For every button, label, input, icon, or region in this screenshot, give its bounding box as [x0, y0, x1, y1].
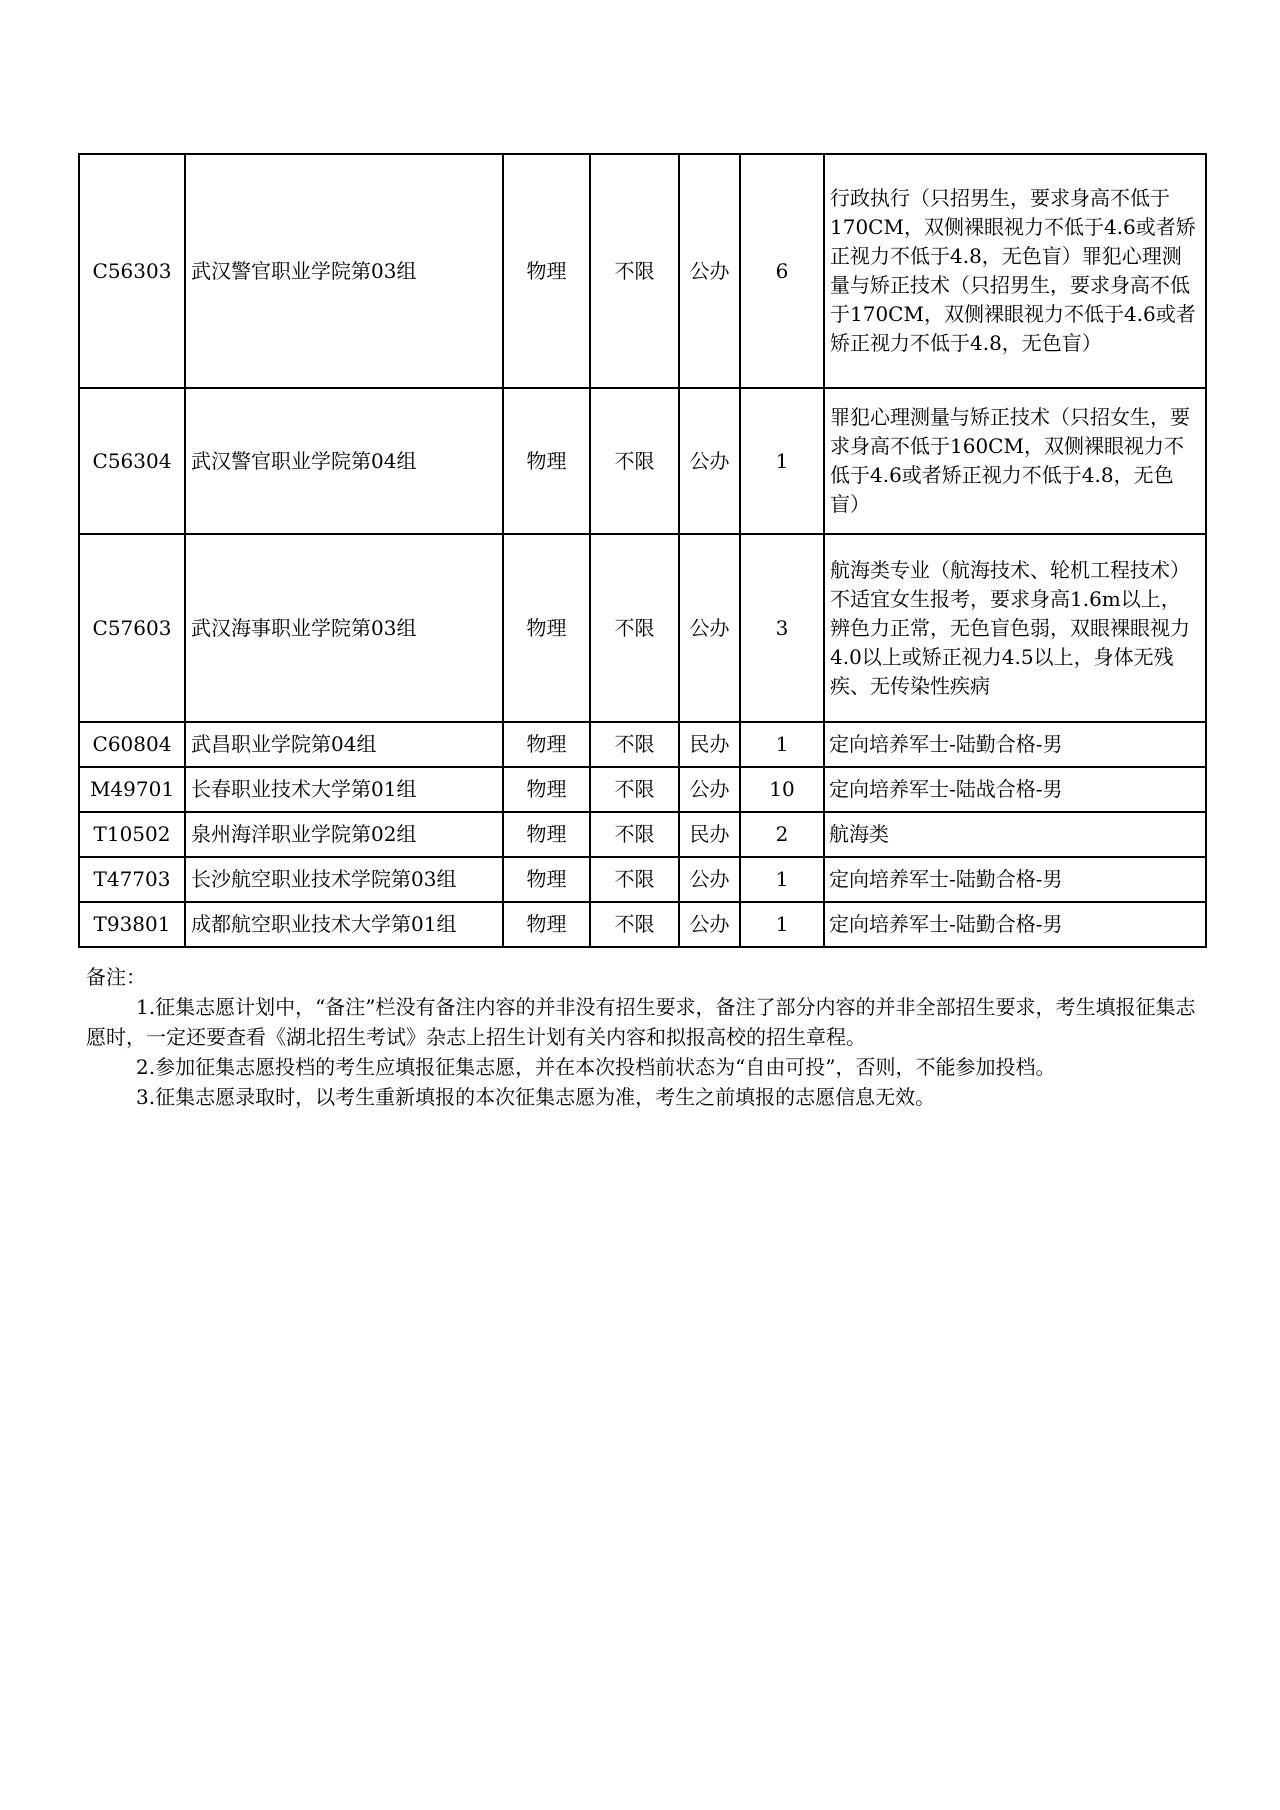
- school-type-cell: 民办: [679, 722, 740, 767]
- school-group-cell: 泉州海洋职业学院第02组: [185, 812, 503, 857]
- table-row: [79, 154, 1206, 388]
- school-group-cell: 长春职业技术大学第01组: [185, 767, 503, 812]
- school-type-cell: 公办: [679, 902, 740, 947]
- school-group-cell: 长沙航空职业技术学院第03组: [185, 857, 503, 902]
- table-row: [79, 722, 1206, 767]
- subject-cell: 物理: [503, 902, 590, 947]
- school-type-cell: 民办: [679, 812, 740, 857]
- school-group-cell: 武汉警官职业学院第04组: [185, 388, 503, 534]
- school-group-cell: 成都航空职业技术大学第01组: [185, 902, 503, 947]
- requirement-cell: 不限: [590, 812, 679, 857]
- requirement-cell: 不限: [590, 388, 679, 534]
- requirement-cell: 不限: [590, 534, 679, 722]
- subject-cell: 物理: [503, 857, 590, 902]
- school-group-cell: 武汉海事职业学院第03组: [185, 534, 503, 722]
- group-code-cell: C57603: [79, 534, 185, 722]
- plan-count-cell: 1: [740, 857, 824, 902]
- requirement-cell: 不限: [590, 767, 679, 812]
- remarks-heading: 备注：: [86, 965, 146, 989]
- plan-count-cell: 1: [740, 722, 824, 767]
- table-row: [79, 388, 1206, 534]
- remark-cell: 行政执行（只招男生，要求身高不低于170CM，双侧裸眼视力不低于4.6或者矫正视力不低于4.8，无色盲）罪犯心理测量与矫正技术（只招男生，要求身高不低于170CM，双侧裸眼视力不低于4.6或者矫正视力不低于4.8，无色盲）: [824, 154, 1206, 388]
- subject-cell: 物理: [503, 722, 590, 767]
- subject-cell: 物理: [503, 534, 590, 722]
- remark-cell: 定向培养军士-陆勤合格-男: [824, 902, 1206, 947]
- table-row: [79, 767, 1206, 812]
- subject-cell: 物理: [503, 767, 590, 812]
- remark-item: 2.参加征集志愿投档的考生应填报征集志愿，并在本次投档前状态为“自由可投”，否则，不能参加投档。: [136, 1055, 1056, 1079]
- remark-cell: 航海类专业（航海技术、轮机工程技术）不适宜女生报考，要求身高1.6m以上，辨色力正常，无色盲色弱，双眼裸眼视力4.0以上或矫正视力4.5以上，身体无残疾、无传染性疾病: [824, 534, 1206, 722]
- group-code-cell: T10502: [79, 812, 185, 857]
- table-row: [79, 534, 1206, 722]
- admission-plan-table: [78, 153, 1207, 948]
- subject-cell: 物理: [503, 154, 590, 388]
- school-type-cell: 公办: [679, 534, 740, 722]
- remark-cell: 航海类: [824, 812, 1206, 857]
- group-code-cell: T93801: [79, 902, 185, 947]
- school-group-cell: 武汉警官职业学院第03组: [185, 154, 503, 388]
- subject-cell: 物理: [503, 812, 590, 857]
- group-code-cell: C56304: [79, 388, 185, 534]
- school-type-cell: 公办: [679, 388, 740, 534]
- remark-cell: 定向培养军士-陆勤合格-男: [824, 857, 1206, 902]
- group-code-cell: C60804: [79, 722, 185, 767]
- group-code-cell: M49701: [79, 767, 185, 812]
- table-row: [79, 812, 1206, 857]
- remark-cell: 定向培养军士-陆战合格-男: [824, 767, 1206, 812]
- school-group-cell: 武昌职业学院第04组: [185, 722, 503, 767]
- plan-count-cell: 2: [740, 812, 824, 857]
- remark-cell: 定向培养军士-陆勤合格-男: [824, 722, 1206, 767]
- table-row: [79, 902, 1206, 947]
- remark-cell: 罪犯心理测量与矫正技术（只招女生，要求身高不低于160CM，双侧裸眼视力不低于4.6或者矫正视力不低于4.8，无色盲）: [824, 388, 1206, 534]
- plan-count-cell: 10: [740, 767, 824, 812]
- remarks-section: [86, 962, 1196, 1112]
- requirement-cell: 不限: [590, 722, 679, 767]
- school-type-cell: 公办: [679, 767, 740, 812]
- plan-count-cell: 6: [740, 154, 824, 388]
- table-row: [79, 857, 1206, 902]
- plan-count-cell: 1: [740, 388, 824, 534]
- plan-count-cell: 1: [740, 902, 824, 947]
- table-body: [79, 154, 1206, 947]
- requirement-cell: 不限: [590, 857, 679, 902]
- school-type-cell: 公办: [679, 154, 740, 388]
- remark-item: 3.征集志愿录取时，以考生重新填报的本次征集志愿为准，考生之前填报的志愿信息无效。: [136, 1085, 936, 1109]
- group-code-cell: C56303: [79, 154, 185, 388]
- requirement-cell: 不限: [590, 154, 679, 388]
- subject-cell: 物理: [503, 388, 590, 534]
- requirement-cell: 不限: [590, 902, 679, 947]
- group-code-cell: T47703: [79, 857, 185, 902]
- school-type-cell: 公办: [679, 857, 740, 902]
- plan-count-cell: 3: [740, 534, 824, 722]
- remark-item: 1.征集志愿计划中，“备注”栏没有备注内容的并非没有招生要求，备注了部分内容的并非全部招生要求，考生填报征集志愿时，一定还要查看《湖北招生考试》杂志上招生计划有关内容和拟报高校的招生章程。: [86, 995, 1196, 1049]
